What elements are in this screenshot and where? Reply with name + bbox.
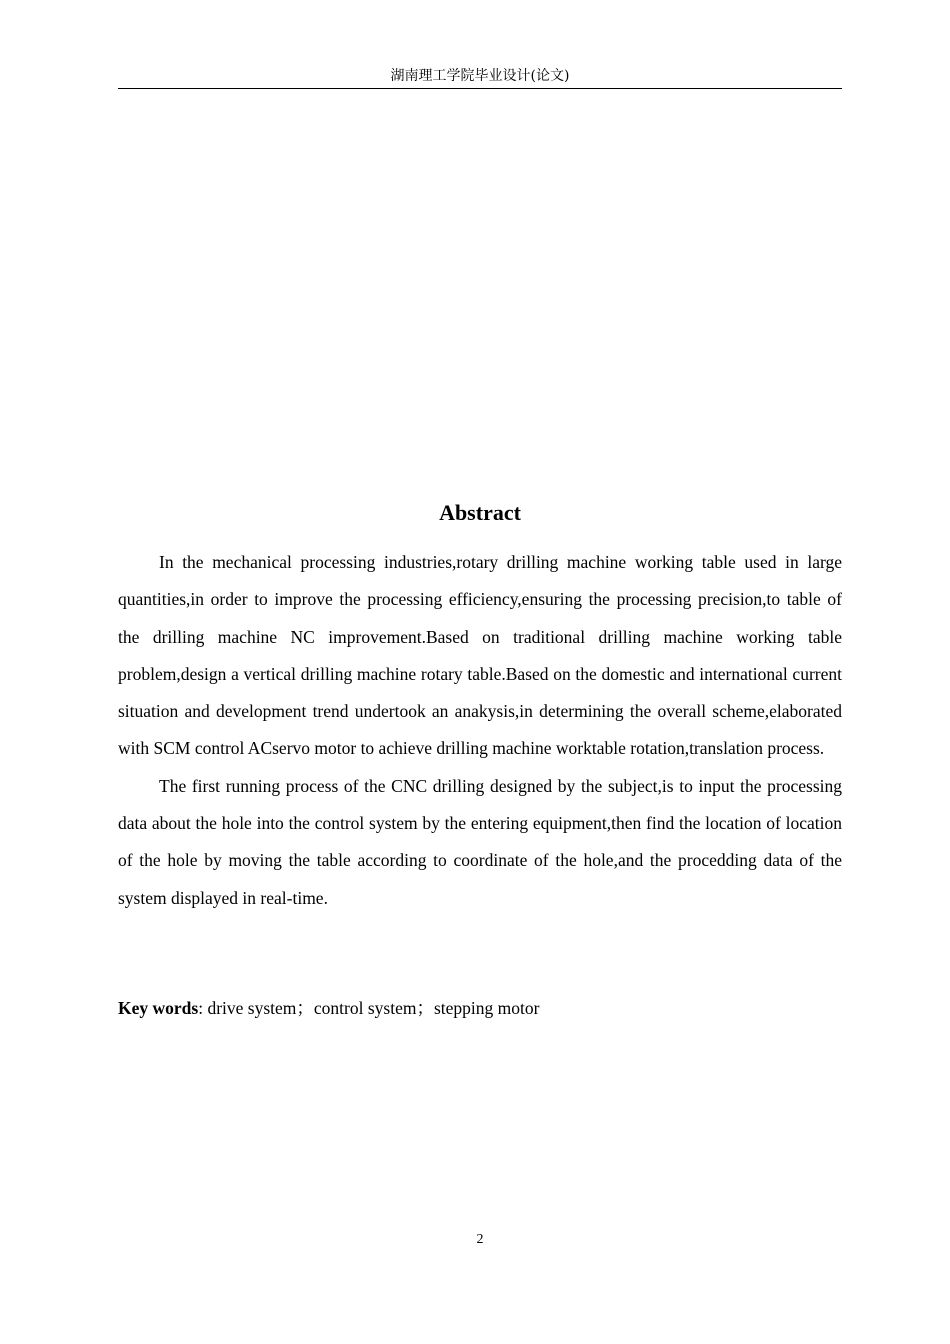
abstract-paragraph-2: The first running process of the CNC drilling designed by the subject,is to input the processing data about the hole into the control system by the entering equipment,then find the location of location of the hole by moving the table according to coordinate of the hole,and the procedding data of the system displayed in real-time. bbox=[118, 775, 842, 908]
keywords-text: drive system；control system；stepping motor bbox=[207, 998, 540, 1018]
keywords-line bbox=[118, 993, 842, 1023]
keywords-label: Key words bbox=[118, 998, 199, 1018]
keywords-separator: : bbox=[198, 998, 208, 1018]
abstract-body bbox=[118, 544, 842, 917]
abstract-paragraph-1: In the mechanical processing industries,rotary drilling machine working table used in large quantities,in order to improve the processing efficiency,ensuring the processing precision,to table of the drilling machine NC improvement.Based on traditional drilling machine working table problem,design a vertical drilling machine rotary table.Based on the domestic and international current situation and development trend undertook an anakysis,in determining the overall scheme,elaborated with SCM control ACservo motor to achieve drilling machine worktable rotation,translation process. bbox=[118, 552, 842, 759]
page-number: 2 bbox=[476, 1232, 484, 1247]
abstract-heading: Abstract bbox=[439, 500, 521, 525]
header-title: 湖南理工学院毕业设计(论文) bbox=[390, 68, 570, 84]
page-header bbox=[118, 66, 842, 89]
